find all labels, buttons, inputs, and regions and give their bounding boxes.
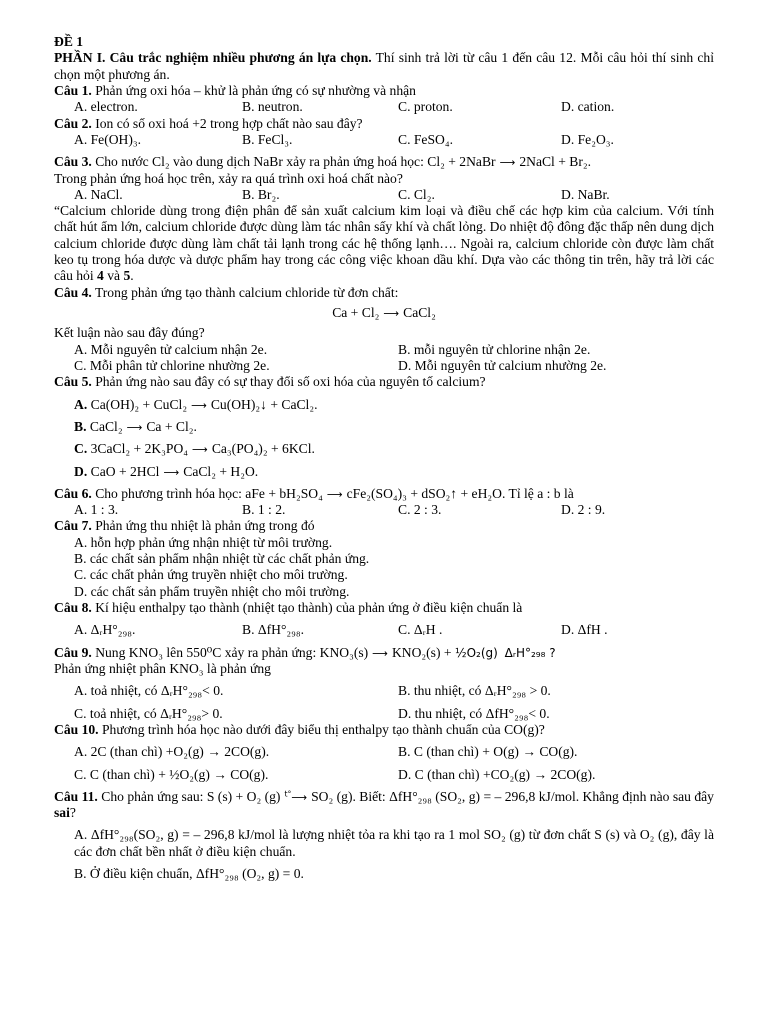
q9-options-2 (54, 706, 714, 722)
q10 (54, 722, 714, 738)
q7-opt-c: C. các chất phản ứng truyền nhiệt cho môi trường. (74, 567, 348, 583)
q3-label: Câu 3. (54, 154, 92, 170)
q3-opt-a: A. NaCl. (74, 186, 123, 202)
part1-text: Thí sinh trả lời từ câu 1 đến câu 12. Mỗi câu hỏi thí sinh chỉ chọn một phương án. (54, 50, 714, 82)
q11-text2: SO₂ (g). Biết: ΔfH°₂₉₈ (SO₂, g) = – 296,8 kJ/mol. Khẳng định nào sau đây (311, 788, 714, 804)
q5-d-left: CaO + 2HCl (90, 463, 160, 479)
q6 (54, 486, 714, 502)
q4-options-2 (54, 358, 714, 374)
q9-dh: ΔᵣH°₂₉₈ ? (504, 645, 556, 660)
q10-opt-d: D. C (than chì) +CO₂(g) → 2CO(g). (398, 766, 596, 782)
q5-c-left: 3CaCl₂ + 2K₃PO₄ (90, 441, 189, 457)
q5-c-label: C. (74, 441, 88, 457)
q4-eq-left: Ca + Cl₂ (332, 305, 380, 320)
q1-opt-a: A. electron. (74, 99, 138, 115)
q5-d-label: D. (74, 463, 88, 479)
q4-label: Câu 4. (54, 284, 92, 300)
q4 (54, 285, 714, 301)
q10-options-2 (54, 767, 714, 783)
q2-text: Ion có số oxi hoá +2 trong hợp chất nào sau đây? (95, 115, 363, 131)
q9-opt-c: C. toả nhiệt, có ΔᵣH°₂₉₈> 0. (74, 705, 223, 721)
q10-text: Phương trình hóa học nào dưới đây biểu thị enthalpy tạo thành chuẩn của CO(g)? (101, 721, 545, 737)
q7-opt-b: B. các chất sản phẩm nhận nhiệt từ các chất phản ứng. (74, 551, 370, 567)
q3-text: Cho nước Cl₂ vào dung dịch NaBr xảy ra phản ứng hoá học: Cl₂ + 2NaBr (95, 154, 496, 170)
q1-text: Phản ứng oxi hóa – khử là phản ứng có sự nhường và nhận (95, 82, 416, 98)
q11-arrow-label: t° (284, 789, 292, 799)
q5-text: Phản ứng nào sau đây có sự thay đổi số oxi hóa của nguyên tố calcium? (95, 374, 486, 390)
q2-options (54, 132, 714, 148)
q11-label: Câu 11. (54, 788, 98, 804)
q3-options (54, 187, 714, 203)
q10-opt-a: A. 2C (than chì) +O₂(g) → 2CO(g). (74, 744, 270, 760)
q11-sai: sai (54, 805, 70, 821)
q5-c-right: Ca₃(PO₄)₂ + 6KCl. (211, 441, 315, 457)
part1-heading: PHẦN I. Câu trắc nghiệm nhiều phương án lựa chọn. (54, 50, 372, 66)
q4-text: Trong phản ứng tạo thành calcium chloride từ đơn chất: (94, 284, 399, 300)
q6-text: Cho phương trình hóa học: aFe + bH₂SO₄ (95, 485, 323, 501)
q5-opt-d (54, 464, 714, 480)
q6-opt-c: C. 2 : 3. (398, 502, 442, 518)
q5-a-label: A. (74, 396, 88, 412)
q6-opt-b: B. 1 : 2. (242, 502, 286, 518)
q11 (54, 789, 714, 822)
q11-qmark: ? (69, 805, 76, 821)
q8-opt-c: C. ΔᵣH . (398, 622, 443, 638)
q5-b-label: B. (74, 418, 87, 434)
q2-opt-d: D. Fe₂O₃. (561, 131, 614, 147)
reaction-arrow-icon: ⟶ (383, 307, 400, 320)
q11-opt-b: B. Ở điều kiện chuẩn, ΔfH°₂₉₈ (O₂, g) = 0. (74, 866, 304, 882)
q3-opt-b: B. Br₂. (242, 186, 280, 202)
q5-label: Câu 5. (54, 374, 92, 390)
q5 (54, 374, 714, 390)
q2-opt-c: C. FeSO₄. (398, 131, 453, 147)
q8-text: Kí hiệu enthalpy tạo thành (nhiệt tạo thành) của phản ứng ở điều kiện chuẩn là (95, 600, 523, 615)
heat-arrow-icon: $^{t^\circ}$⟶ (284, 789, 308, 804)
q1-opt-d: D. cation. (561, 99, 615, 115)
q2-opt-b: B. FeCl₃. (242, 131, 293, 147)
reaction-arrow-icon: ⟶ (326, 487, 343, 501)
q4-text2: Kết luận nào sau đây đúng? (54, 325, 205, 341)
reaction-arrow-icon: ⟶ (126, 420, 143, 434)
q10-label: Câu 10. (54, 721, 99, 737)
passage-q-a: 4 (97, 268, 104, 284)
q1-options (54, 99, 714, 115)
q3-opt-d: D. NaBr. (561, 186, 610, 202)
q8-label: Câu 8. (54, 600, 92, 615)
q5-opt-b (54, 419, 714, 435)
q7-opt-a: A. hỗn hợp phản ứng nhận nhiệt từ môi trường. (74, 534, 333, 550)
q5-d-right: CaCl₂ + H₂O. (183, 463, 259, 479)
q8 (54, 600, 714, 616)
q2-opt-a: A. Fe(OH)₃. (74, 131, 142, 147)
q10-opt-c: C. C (than chì) + ½O₂(g) → CO(g). (74, 766, 269, 782)
q3-text2: 2NaCl + Br₂. (519, 154, 592, 170)
reaction-arrow-icon: ⟶ (499, 156, 516, 170)
q8-options (54, 622, 714, 638)
q1-label: Câu 1. (54, 82, 92, 98)
reaction-arrow-icon: ⟶ (192, 443, 208, 457)
q3 (54, 154, 714, 170)
passage-and: và (107, 268, 121, 284)
q4-options-1 (54, 342, 714, 358)
exam-title: ĐỀ 1 (54, 34, 84, 49)
q5-a-right: Cu(OH)₂↓ + CaCl₂. (210, 396, 318, 412)
q9-frac: ½O₂(g) (454, 645, 498, 660)
q3-text3: Trong phản ứng hoá học trên, xảy ra quá trình oxi hoá chất nào? (54, 170, 403, 186)
q8-opt-d: D. ΔfH . (561, 622, 608, 638)
q4-opt-a: A. Mỗi nguyên tử calcium nhận 2e. (74, 341, 268, 357)
passage (54, 203, 714, 285)
q10-opt-b: B. C (than chì) + O(g) → CO(g). (398, 744, 578, 760)
passage-text: “Calcium chloride dùng trong điện phân để sản xuất calcium kim loại và điều chế các hợp kim của calcium. Với tính chất hút ẩm lớn, calcium chloride được dùng làm tác nhân sấy khí và chất lỏng. Do nhiệt độ đông đặc thấp nên dung dịch calcium chloride được dùng làm chất tải lạnh trong các hệ thống lạnh…. Ngoài ra, calcium chloride còn được làm chất keo tụ trong hóa dược và dược phẩm hay trong các công việc khoan dầu khí. Dựa vào các thông tin trên, hãy trả lời các câu hỏi (54, 203, 714, 284)
q9-text: Nung KNO₃ lên 550⁰C xảy ra phản ứng: KNO₃(s) (95, 644, 369, 660)
q8-opt-a: A. ΔᵣH°₂₉₈. (74, 622, 136, 638)
part1 (54, 50, 714, 83)
q11-text: Cho phản ứng sau: S (s) + O₂ (g) (101, 788, 281, 804)
q4-opt-c: C. Mỗi phân tử chlorine nhường 2e. (74, 357, 270, 373)
q9 (54, 645, 714, 661)
q5-a-left: Ca(OH)₂ + CuCl₂ (90, 396, 188, 412)
q6-text2: cFe₂(SO₄)₃ + dSO₂↑ + eH₂O. Tỉ lệ a : b là (346, 485, 574, 501)
q5-opt-c (54, 441, 714, 457)
reaction-arrow-icon: ⟶ (372, 646, 388, 660)
reaction-arrow-icon: ⟶ (191, 398, 207, 412)
reaction-arrow-icon: ⟶ (163, 465, 180, 479)
q5-b-right: Ca + Cl₂. (146, 418, 197, 434)
q7-opt-d: D. các chất sản phẩm truyền nhiệt cho môi trường. (74, 583, 350, 599)
q4-equation (54, 305, 714, 321)
q8-opt-b: B. ΔfH°₂₉₈. (242, 622, 305, 638)
q6-label: Câu 6. (54, 485, 92, 501)
q5-opt-a (54, 397, 714, 413)
passage-end: . (130, 268, 134, 284)
q7 (54, 518, 714, 534)
q6-options (54, 502, 714, 518)
q9-opt-a: A. toả nhiệt, có ΔᵣH°₂₉₈< 0. (74, 683, 224, 699)
q1-opt-c: C. proton. (398, 99, 453, 115)
q7-label: Câu 7. (54, 518, 92, 534)
q11-opt-a: A. ΔfH°₂₉₈(SO₂, g) = – 296,8 kJ/mol là lượng nhiệt tỏa ra khi tạo ra 1 mol SO₂ (g) từ đơn chất S (s) và O₂ (g), đây là các đơn chất bền nhất ở điều kiện chuẩn. (74, 827, 714, 859)
q4-opt-b: B. mỗi nguyên tử chlorine nhận 2e. (398, 341, 591, 357)
q9-opt-b: B. thu nhiệt, có ΔᵣH°₂₉₈ > 0. (398, 683, 551, 699)
q9-opt-d: D. thu nhiệt, có ΔfH°₂₉₈< 0. (398, 705, 550, 721)
q4-eq-right: CaCl₂ (403, 305, 436, 320)
q9-options-1 (54, 683, 714, 699)
q1-opt-b: B. neutron. (242, 99, 303, 115)
q5-b-left: CaCl₂ (89, 418, 123, 434)
q9-label: Câu 9. (54, 644, 92, 660)
q2-label: Câu 2. (54, 115, 92, 131)
q6-opt-d: D. 2 : 9. (561, 502, 606, 518)
q9-text2: KNO₂(s) + (391, 644, 452, 660)
q6-opt-a: A. 1 : 3. (74, 502, 119, 518)
q9-text3: Phản ứng nhiệt phân KNO₃ là phản ứng (54, 660, 271, 676)
q2 (54, 116, 714, 132)
q10-options-1 (54, 744, 714, 760)
q1 (54, 83, 714, 99)
q3-opt-c: C. Cl₂. (398, 186, 435, 202)
q4-opt-d: D. Mỗi nguyên tử calcium nhường 2e. (398, 357, 607, 373)
passage-q-b: 5 (123, 268, 131, 284)
q7-text: Phản ứng thu nhiệt là phản ứng trong đó (95, 518, 315, 534)
